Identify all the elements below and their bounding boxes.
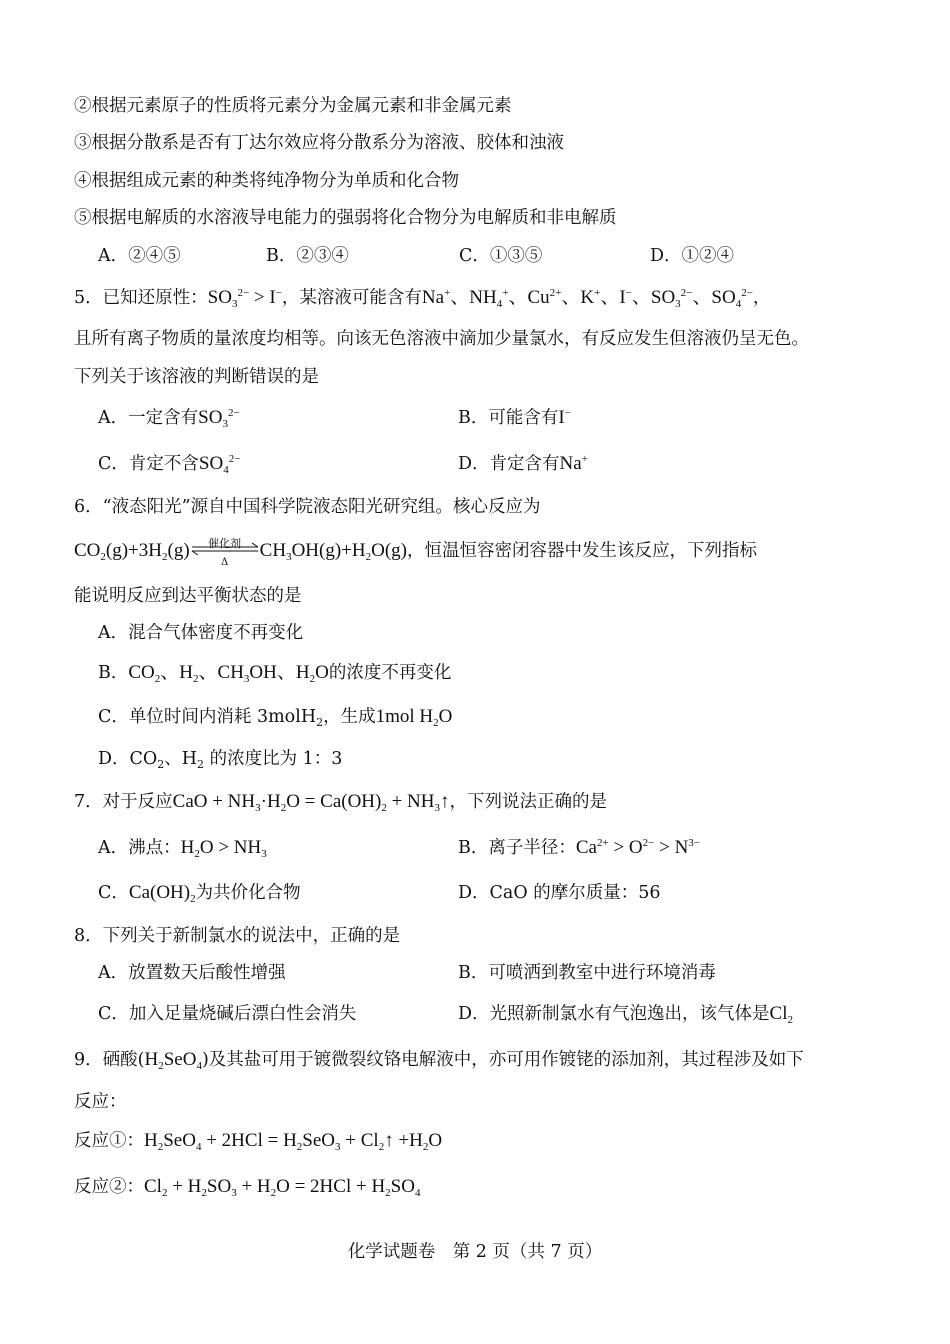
reversible-arrow-icon	[190, 537, 260, 568]
q5-option-c-text: C．肯定不含	[98, 454, 199, 474]
q7-tail: ，下列说法正确的是	[449, 792, 608, 812]
q9-tail: )及其盐可用于镀微裂纹铬电解液中，亦可用作镀铑的添加剂，其过程涉及如下	[201, 1050, 804, 1070]
q9-stem: 9．硒酸$(H_2SeO_4)$及其盐可用于镀微裂纹铬电解液中，亦可用作镀铑的添加剂，其过程涉及如下	[74, 1049, 804, 1072]
q6-option-d: D．$CO_2$、$H_2$ 的浓度比为 1：3	[98, 749, 343, 771]
reaction-2: 反应②：$Cl_2 + H_2SO_3 + H_2O = 2HCl + H_2SO_4$	[74, 1176, 421, 1199]
q5-option-b-text: B．可能含有	[458, 408, 559, 428]
q7-option-c: C．$Ca(OH)_2$为共价化合物	[98, 882, 301, 905]
q7-option-d: D．CaO 的摩尔质量：56	[458, 883, 661, 903]
q6-option-d-mid: 、H	[164, 749, 198, 769]
q5-text: ，某溶液可能含有	[281, 288, 422, 308]
q7-option-b: B．离子半径：$Ca^{2+} > O^{2-} > N^{3-}$	[458, 837, 701, 858]
reaction-1: 反应①：$H_2SeO_4 + 2HCl = H_2SeO_3$ + $Cl_2↑ +H_2O$	[74, 1130, 443, 1153]
page-footer: 化学试题卷 第 2 页（共 7 页）	[347, 1242, 603, 1262]
q6-option-a: A．混合气体密度不再变化	[98, 623, 304, 643]
q6-option-d-tail: 的浓度比为 1：3	[204, 749, 343, 769]
q5-line3: 下列关于该溶液的判断错误的是	[74, 367, 319, 387]
q6-line1: 6．“液态阳光”源自中国科学院液态阳光研究组。核心反应为	[74, 497, 541, 517]
q4-option-a: A．②④⑤	[98, 246, 181, 266]
q7-option-a-text: A．沸点：	[98, 838, 181, 858]
q9-line2: 反应：	[74, 1092, 127, 1112]
item-2: ②根据元素原子的性质将元素分为金属元素和非金属元素	[74, 96, 512, 116]
q7-option-b-text: B．离子半径：	[458, 838, 576, 858]
catalyst-label: 催化剂	[208, 537, 242, 550]
q6-line3: 能说明反应到达平衡状态的是	[74, 586, 302, 606]
q5-option-b: B．可能含有I−	[458, 407, 571, 428]
item-4: ④根据组成元素的种类将纯净物分为单质和化合物	[74, 171, 459, 191]
q6-option-c-text: C．单位时间内消耗 3molH	[98, 707, 317, 727]
q6-option-d-pre: D．CO	[98, 749, 158, 769]
q6-option-c-mid: ，生成	[323, 707, 376, 727]
q8-option-d-text: D．光照新制氯水有气泡逸出，该气体是	[458, 1004, 770, 1024]
q5-option-d: D．肯定含有Na+	[458, 453, 588, 474]
q6-option-b-label: B．	[98, 663, 129, 683]
q4-option-d: D．①②④	[650, 246, 735, 266]
q4-option-b: B．②③④	[266, 246, 349, 266]
q5-option-a-text: A．一定含有	[98, 408, 199, 428]
q8-stem: 8．下列关于新制氯水的说法中，正确的是	[74, 926, 401, 946]
q5-option-d-text: D．肯定含有	[458, 454, 560, 474]
q8-option-b: B．可喷洒到教室中进行环境消毒	[458, 963, 716, 983]
q7-option-a: A．沸点：$H_2O > NH_3$	[98, 837, 267, 860]
q7-option-c-label: C．	[98, 883, 129, 903]
q5-option-c: C．肯定不含$SO_4^{2-}$	[98, 453, 241, 476]
q5-line2: 且所有离子物质的量浓度均相等。向该无色溶液中滴加少量氯水，有反应发生但溶液仍呈无色。	[74, 329, 809, 349]
q8-option-d: D．光照新制氯水有气泡逸出，该气体是$Cl_2$	[458, 1003, 793, 1026]
q9-lead: 9．硒酸(	[74, 1050, 145, 1070]
q6-tail: ，恒温恒容密闭容器中发生该反应，下列指标	[407, 541, 757, 561]
q8-option-c: C．加入足量烧碱后漂白性会消失	[98, 1004, 357, 1024]
q5-line1: 5．已知还原性：$SO_3^{2-} > I^-$，某溶液可能含有Na+、$NH_4^+$、$Cu^{2+}$、K+、I−、$SO_3^{2-}$、$SO_4^{2-}$，	[74, 287, 771, 310]
q8-option-a: A．放置数天后酸性增强	[98, 963, 286, 983]
item-5: ⑤根据电解质的水溶液导电能力的强弱将化合物分为电解质和非电解质	[74, 208, 617, 228]
q7-stem: 7．对于反应CaO + $NH_3\cdot H_2O = Ca(OH)_2$ + $NH_3↑$，下列说法正确的是	[74, 791, 608, 814]
q6-equation-line: $CO_2(g)+3H_2(g)$ 催化剂 Δ $CH_3OH(g)+H_2O(g)$，恒温恒容密闭容器中发生该反应，下列指标	[74, 538, 757, 563]
reaction-1-label: 反应①：	[74, 1131, 144, 1151]
q7-option-c-tail: 为共价化合物	[195, 883, 301, 903]
q5-option-a: A．一定含有$SO_3^{2-}$	[98, 407, 240, 430]
q6-option-c: C．单位时间内消耗 3molH$_2$，生成1mol $H_2O$	[98, 706, 453, 729]
q7-lead: 7．对于反应	[74, 792, 173, 812]
q6-option-b: B．$CO_2$、$H_2$、$CH_3OH$、$H_2O$的浓度不再变化	[98, 662, 452, 685]
heat-label: Δ	[221, 557, 229, 568]
q5-lead: 5．已知还原性：	[74, 288, 208, 308]
reaction-2-label: 反应②：	[74, 1177, 144, 1197]
q4-option-c: C．①③⑤	[459, 246, 543, 266]
item-3: ③根据分散系是否有丁达尔效应将分散系分为溶液、胶体和浊液	[74, 133, 564, 153]
q6-option-b-tail: 的浓度不再变化	[328, 663, 452, 683]
